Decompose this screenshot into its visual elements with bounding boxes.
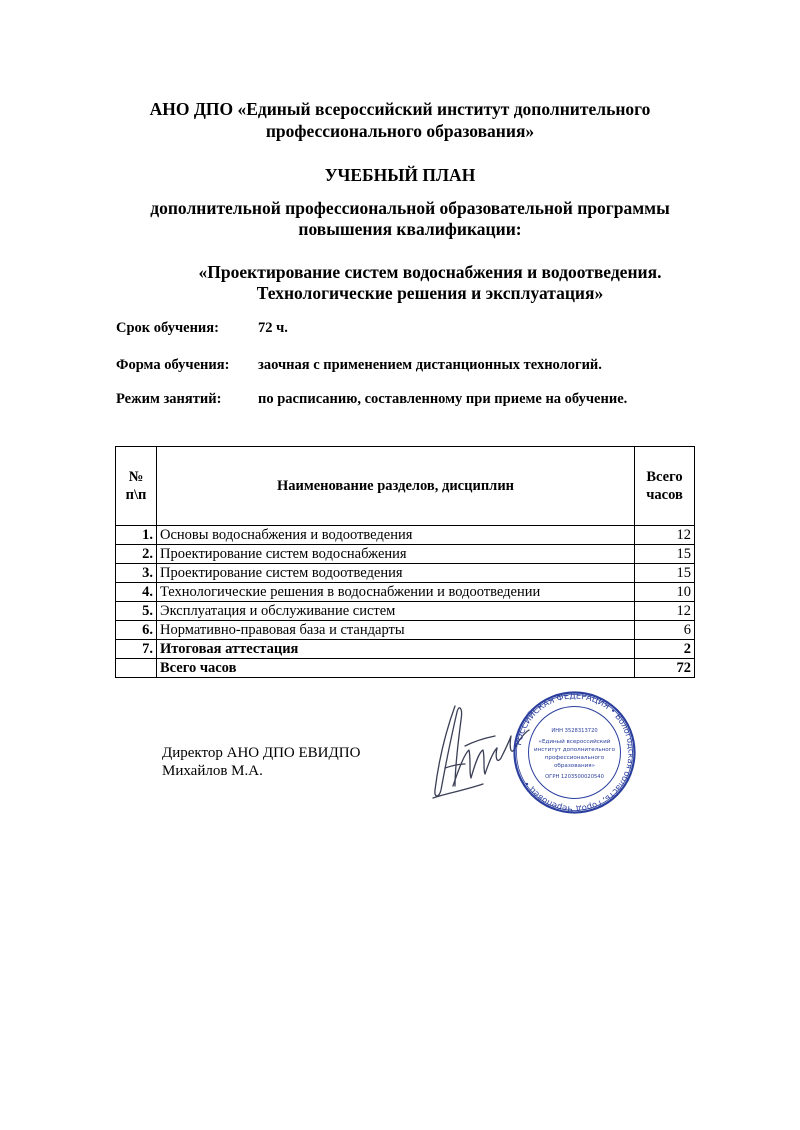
stamp-inner-line-3: профессионального xyxy=(544,755,605,761)
program-line-2: Технологические решения и эксплуатация» xyxy=(256,283,604,303)
stamp-inn: ИНН 3528313720 xyxy=(551,728,598,734)
document-subtitle xyxy=(100,198,720,240)
total-number-cell xyxy=(116,659,157,678)
stamp-ink xyxy=(513,690,637,814)
column-header-hours: Всего часов xyxy=(635,447,695,526)
table-row xyxy=(116,602,695,621)
column-header-name: Наименование разделов, дисциплин xyxy=(157,447,635,526)
table-row-total xyxy=(116,659,695,678)
subtitle-line-1: дополнительной профессиональной образовательной программы xyxy=(150,198,670,218)
row-name: Основы водоснабжения и водоотведения xyxy=(157,526,635,545)
stamp-inner-line-4: образования» xyxy=(553,763,596,769)
organization-stamp xyxy=(512,690,637,815)
row-hours: 12 xyxy=(635,526,695,545)
mode-value: по расписанию, составленному при приеме на обучение. xyxy=(258,391,628,407)
table-row xyxy=(116,583,695,602)
table-row xyxy=(116,545,695,564)
row-hours: 15 xyxy=(635,545,695,564)
row-number: 7. xyxy=(116,640,157,659)
total-label: Всего часов xyxy=(157,659,635,678)
row-number: 4. xyxy=(116,583,157,602)
table-row xyxy=(116,526,695,545)
row-hours: 15 xyxy=(635,564,695,583)
duration-value: 72 ч. xyxy=(258,320,288,336)
document-title: УЧЕБНЫЙ ПЛАН xyxy=(324,165,476,185)
mode-label: Режим занятий: xyxy=(116,391,222,407)
row-hours: 12 xyxy=(635,602,695,621)
row-number: 3. xyxy=(116,564,157,583)
signer-position: Директор АНО ДПО ЕВИДПО xyxy=(162,745,361,761)
row-hours: 10 xyxy=(635,583,695,602)
row-name: Технологические решения в водоснабжении и водоотведении xyxy=(157,583,635,602)
row-name: Итоговая аттестация xyxy=(157,640,635,659)
row-number: 6. xyxy=(116,621,157,640)
table-row xyxy=(116,621,695,640)
organization-name xyxy=(120,98,680,142)
stamp-inner-line-2: институт дополнительного xyxy=(533,747,616,753)
duration-label: Срок обучения: xyxy=(116,320,219,336)
form-label: Форма обучения: xyxy=(116,357,230,373)
column-header-number: № п\п xyxy=(116,447,157,526)
signer-block xyxy=(162,744,360,780)
table-header-row xyxy=(116,447,695,526)
row-name: Эксплуатация и обслуживание систем xyxy=(157,602,635,621)
row-number: 5. xyxy=(116,602,157,621)
stamp-ogrn: ОГРН 1203500020540 xyxy=(545,774,604,780)
table-row xyxy=(116,564,695,583)
stamp-inner-line-1: «Единый всероссийский xyxy=(538,739,611,745)
total-hours: 72 xyxy=(635,659,695,678)
table-row-final-assessment xyxy=(116,640,695,659)
program-name xyxy=(120,262,740,304)
row-hours: 2 xyxy=(635,640,695,659)
row-hours: 6 xyxy=(635,621,695,640)
subtitle-line-2: повышения квалификации: xyxy=(298,219,522,239)
form-value: заочная с применением дистанционных технологий. xyxy=(258,357,602,373)
org-line-1: АНО ДПО «Единый всероссийский институт дополнительного xyxy=(149,99,651,119)
curriculum-table xyxy=(115,446,695,678)
org-line-2: профессионального образования» xyxy=(265,121,535,141)
row-name: Проектирование систем водоснабжения xyxy=(157,545,635,564)
row-name: Проектирование систем водоотведения xyxy=(157,564,635,583)
row-name: Нормативно-правовая база и стандарты xyxy=(157,621,635,640)
signer-name: Михайлов М.А. xyxy=(162,763,263,779)
program-line-1: «Проектирование систем водоснабжения и водоотведения. xyxy=(198,262,662,282)
row-number: 1. xyxy=(116,526,157,545)
row-number: 2. xyxy=(116,545,157,564)
stamp-outer-text: РОССИЙСКАЯ ФЕДЕРАЦИЯ • Вологодская область, город Череповец • xyxy=(512,690,637,815)
